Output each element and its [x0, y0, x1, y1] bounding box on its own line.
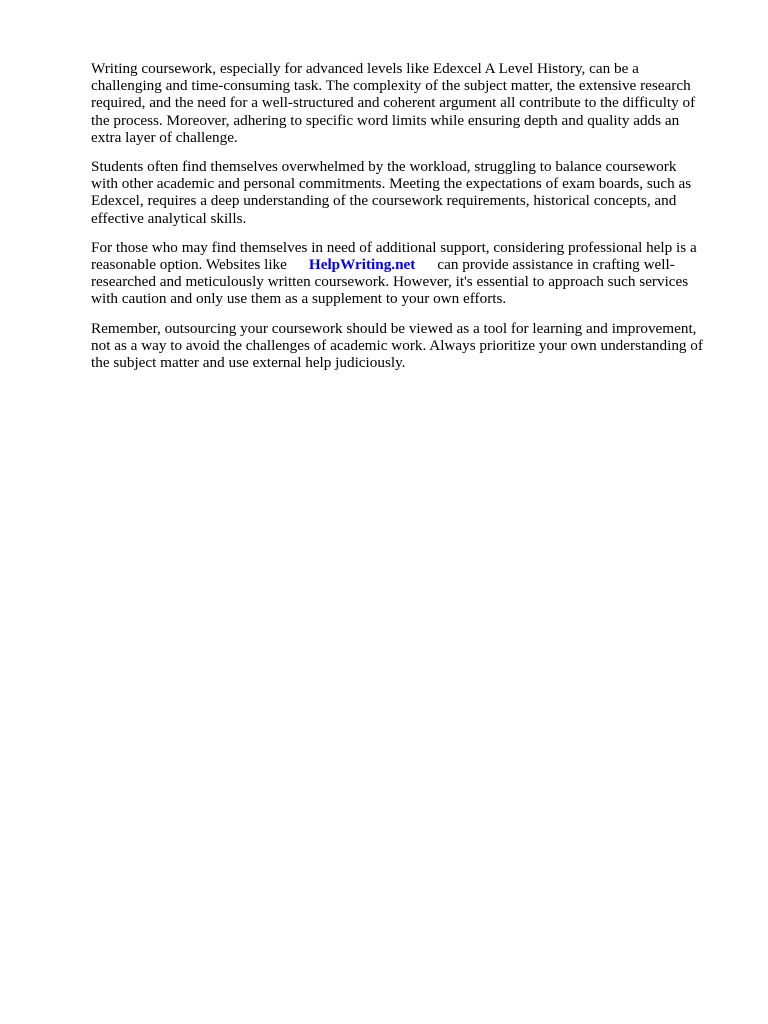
text-line: effective analytical skills.: [91, 209, 247, 227]
text-line-with-link: [91, 256, 731, 273]
text-line: Students often find themselves overwhelmed by the workload, struggling to balance coursework: [91, 158, 677, 176]
document-body: [91, 60, 731, 383]
text-line: with caution and only use them as a supplement to your own efforts.: [91, 290, 507, 308]
text-line: with other academic and personal commitments. Meeting the expectations of exam boards, such as: [91, 175, 692, 193]
text-line: extra layer of challenge.: [91, 128, 238, 146]
text-line: For those who may find themselves in need of additional support, considering professional help is a: [91, 238, 697, 256]
text-line: required, and the need for a well-structured and coherent argument all contribute to the difficulty of: [91, 94, 696, 112]
paragraph-support: [91, 239, 731, 308]
text-line: Edexcel, requires a deep understanding of the coursework requirements, historical concepts, and: [91, 192, 677, 210]
text-line: Remember, outsourcing your coursework should be viewed as a tool for learning and improvement,: [91, 319, 697, 337]
text-after-link: can provide assistance in crafting well-: [437, 256, 675, 274]
helpwriting-link[interactable]: HelpWriting.net: [308, 256, 416, 274]
text-line: Writing coursework, especially for advanced levels like Edexcel A Level History, can be a: [91, 60, 639, 77]
text-before-link: reasonable option. Websites like: [91, 256, 287, 274]
text-line: challenging and time-consuming task. The complexity of the subject matter, the extensive research: [91, 77, 691, 95]
text-line: researched and meticulously written coursework. However, it's essential to approach such services: [91, 273, 689, 291]
text-line: the process. Moreover, adhering to specific word limits while ensuring depth and quality adds an: [91, 111, 680, 129]
text-line: not as a way to avoid the challenges of academic work. Always prioritize your own understanding of: [91, 336, 703, 354]
paragraph-conclusion: [91, 320, 731, 372]
paragraph-intro: [91, 60, 731, 146]
text-line: the subject matter and use external help judiciously.: [91, 354, 406, 372]
paragraph-workload: [91, 158, 731, 227]
